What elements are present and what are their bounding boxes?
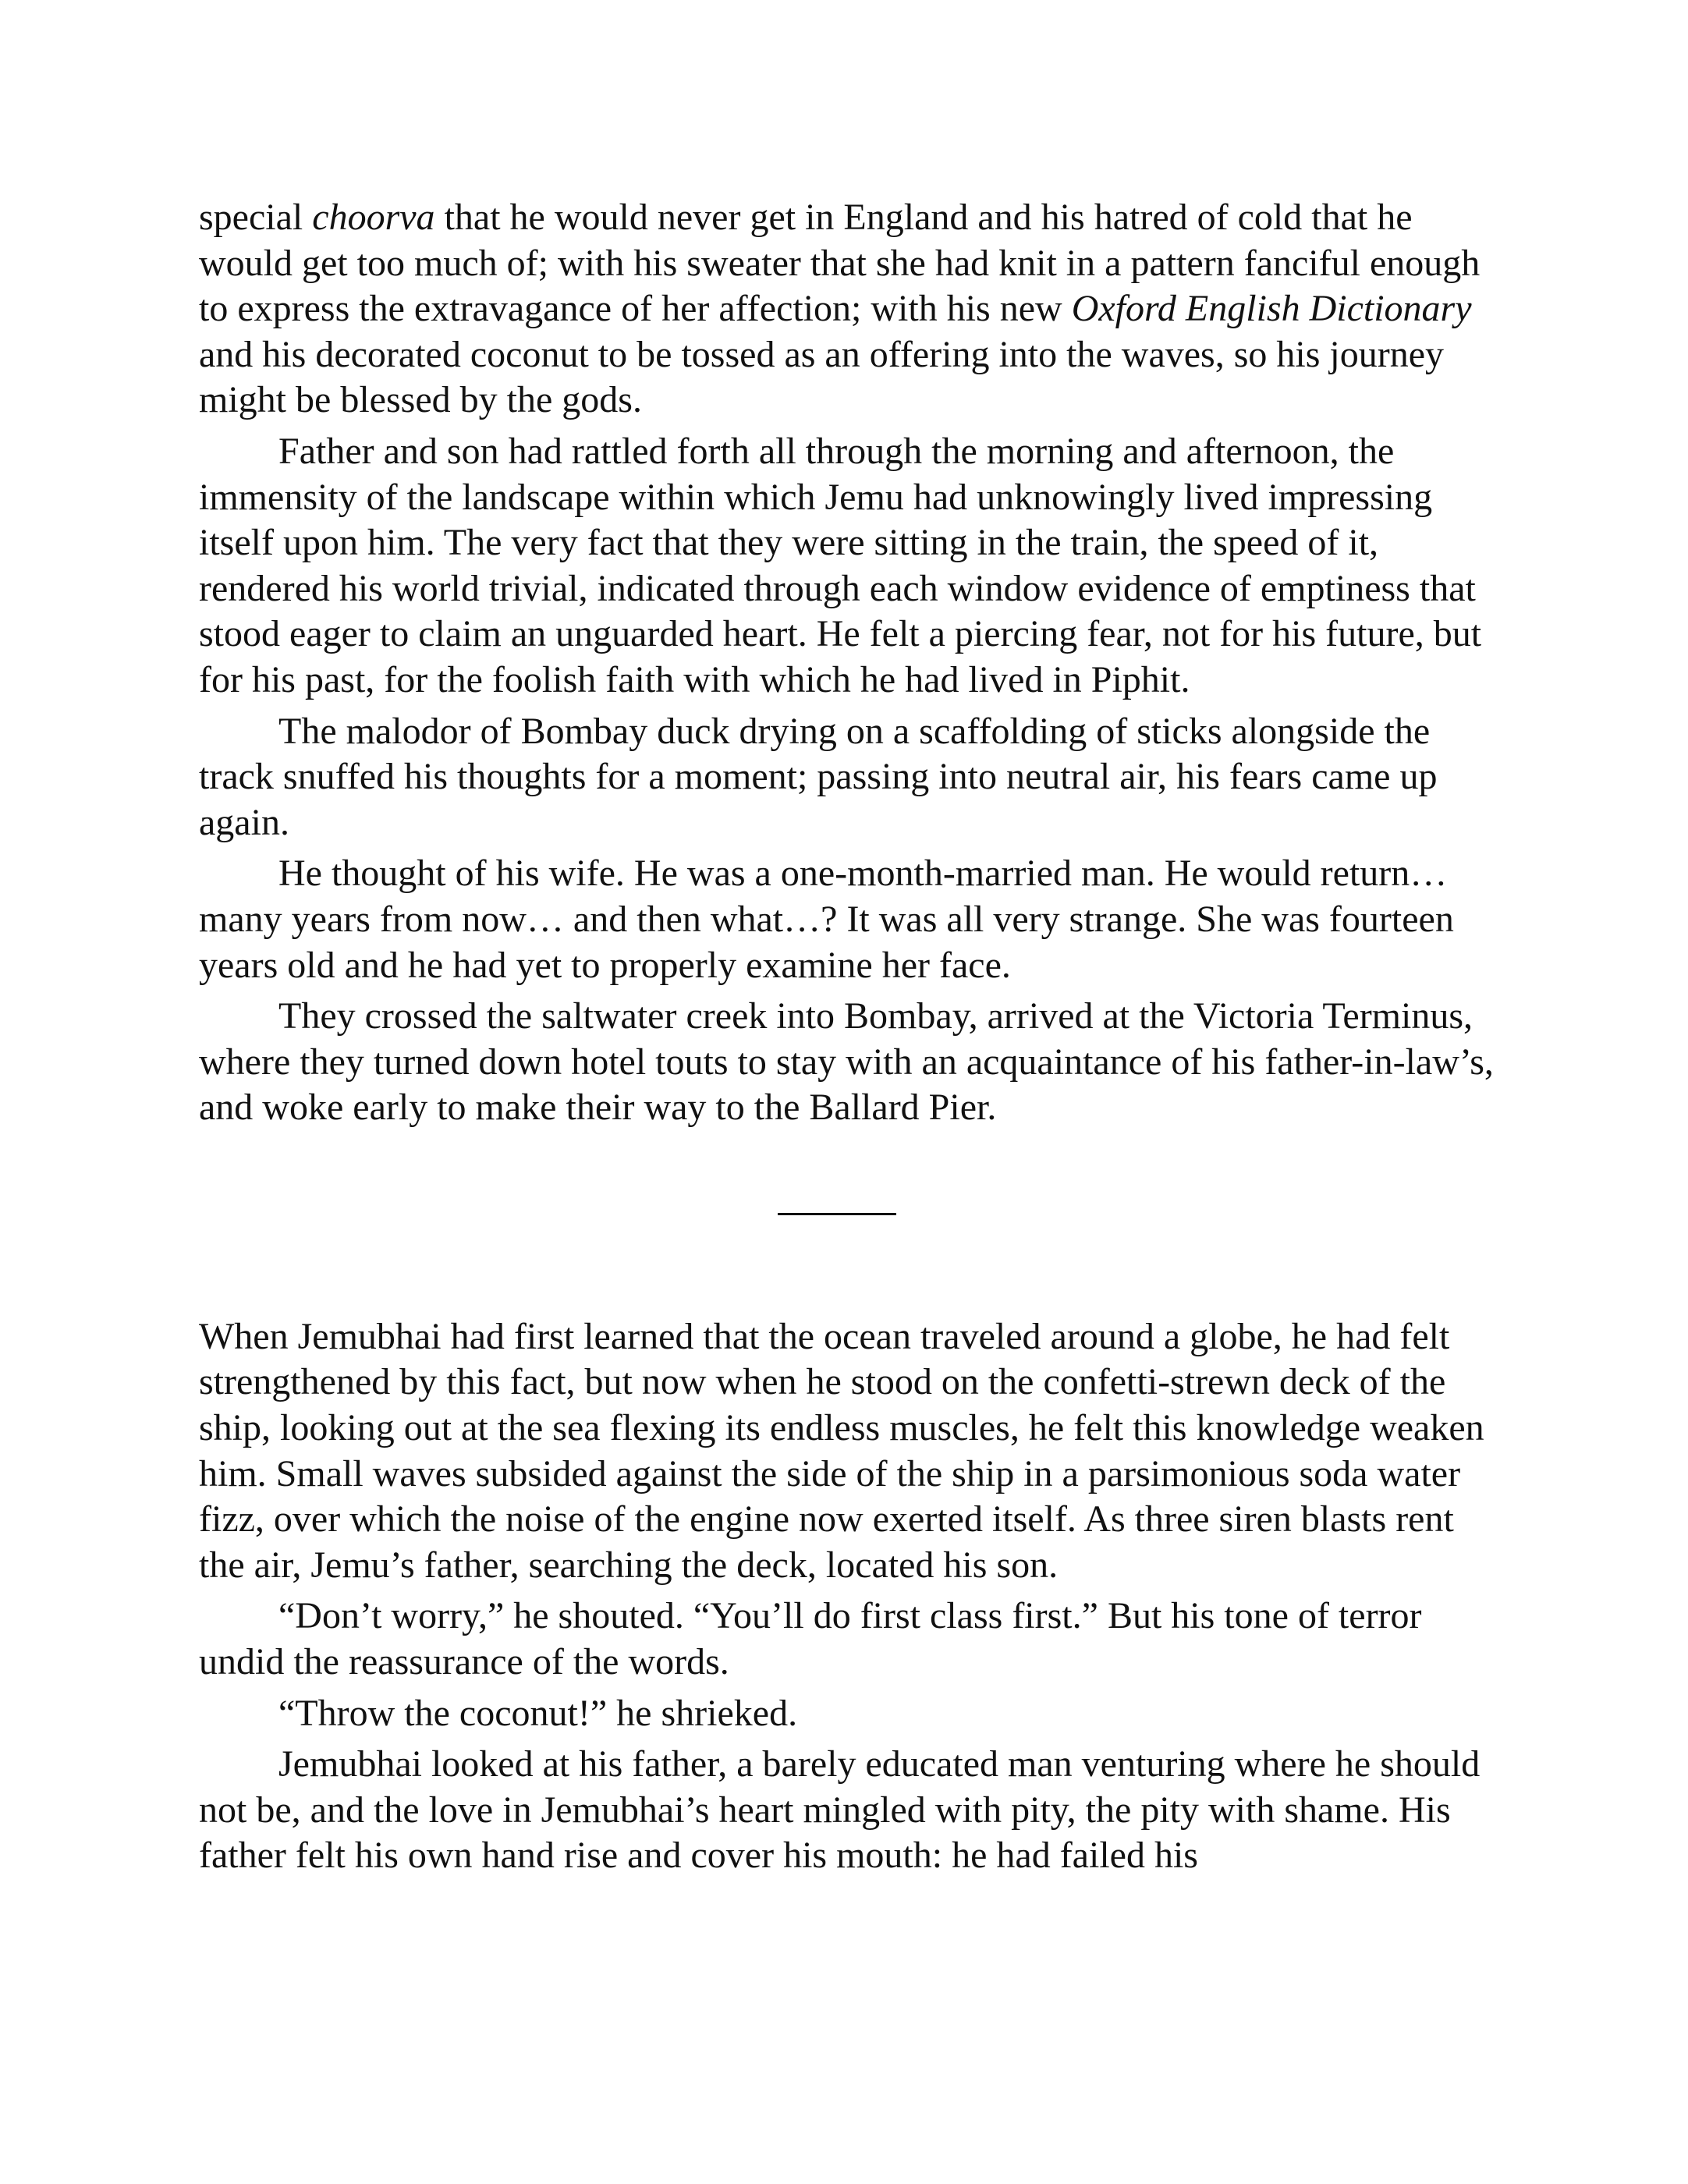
paragraph: They crossed the saltwater creek into Bombay, arrived at the Victoria Terminus, where they turned down hotel touts to stay with an acquaintance of his father-in-law’s, and woke early to make their way to the Ballard Pier.: [199, 995, 1494, 1129]
italic-title: Oxford English Dictionary: [1071, 288, 1472, 330]
italic-term: choorva: [312, 197, 435, 238]
paragraph: The malodor of Bombay duck drying on a scaffolding of sticks alongside the track snuffed his thoughts for a moment; passing into neutral air, his fears came up again.: [199, 710, 1438, 843]
text-run: special: [199, 197, 313, 238]
text-run: that he would never get in England and his hatred of cold that he would get too much of; with his sweater that she had knit in a pattern fanciful enough to express the extravagance of her affection; with his new: [199, 197, 1481, 330]
paragraph: Father and son had rattled forth all through the morning and afternoon, the immensity of the landscape within which Jemu had unknowingly lived impressing itself upon him. The very fact that they were sitting in the train, the speed of it, rendered his world trivial, indicated through each window evidence of emptiness that stood eager to claim an unguarded heart. He felt a piercing fear, not for his future, but for his past, for the foolish faith with which he had lived in Piphit.: [199, 430, 1482, 700]
paragraph: When Jemubhai had first learned that the ocean traveled around a globe, he had felt strengthened by this fact, but now when he stood on the confetti-strewn deck of the ship, looking out at the sea flexing its endless muscles, he felt this knowledge weaken him. Small waves subsided against the side of the ship in a parsimonious soda water fizz, over which the noise of the engine now exerted itself. As three siren blasts rent the air, Jemu’s father, searching the deck, located his son.: [199, 1315, 1484, 1586]
paragraph: [199, 195, 1494, 424]
paragraph: He thought of his wife. He was a one-month-married man. He would return… many years from now… and then what…? It was all very strange. She was fourteen years old and he had yet to properly examine her face.: [199, 853, 1454, 986]
text-run: and his decorated coconut to be tossed as an offering into the waves, so his journey might be blessed by the gods.: [199, 333, 1445, 421]
paragraph: “Don’t worry,” he shouted. “You’ll do first class first.” But his tone of terror undid the reassurance of the words.: [199, 1595, 1422, 1683]
paragraph: “Throw the coconut!” he shrieked.: [278, 1692, 798, 1734]
paragraph: Jemubhai looked at his father, a barely educated man venturing where he should not be, and the love in Jemubhai’s heart mingled with pity, the pity with shame. His father felt his own hand rise and cover his mouth: he had failed his: [199, 1743, 1481, 1877]
book-page: [199, 195, 1494, 1884]
section-break-rule: [778, 1213, 896, 1215]
